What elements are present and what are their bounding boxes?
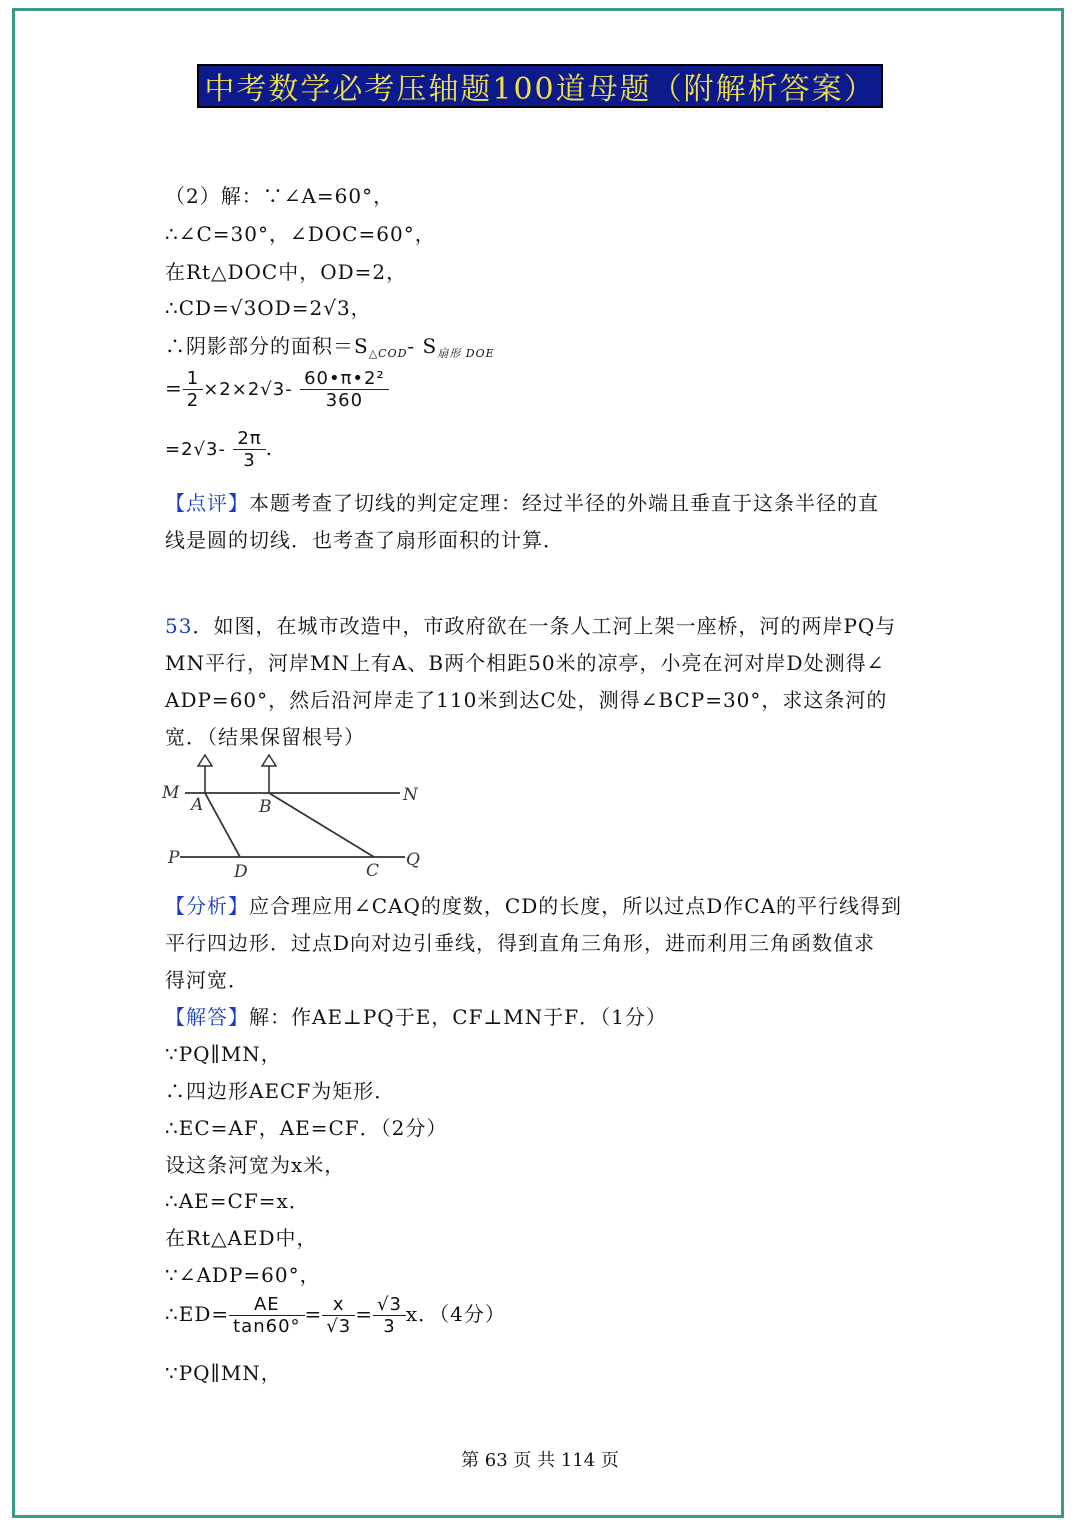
answer-text-1: 解：作AE⊥PQ于E，CF⊥MN于F．（1分） [249,1005,667,1029]
fraction-half [183,368,203,411]
frac-den: 2 [186,390,200,411]
answer-line-9 [165,1294,506,1337]
fraction-sqrt3-3 [373,1294,406,1337]
answer-line-3: ∴四边形AECF为矩形． [165,1079,396,1103]
frac-num: x [322,1294,355,1316]
answer-line-1 [165,1001,667,1030]
fraction-ae-tan60 [229,1294,304,1337]
answer-tag: 【解答】 [165,1005,249,1029]
frac-num: 2π [233,428,265,450]
answer-line-10: ∵PQ∥MN， [165,1361,282,1385]
page-number: 第 63 页 共 114 页 [461,1450,619,1471]
analysis-tag: 【分析】 [165,894,249,918]
river-bridge-figure [160,750,430,885]
answer-line-2: ∵PQ∥MN， [165,1042,282,1066]
answer-line-8: ∵∠ADP=60°， [165,1263,321,1287]
answer-line-5: 设这条河宽为x米， [165,1153,346,1177]
problem-53-line-1 [165,610,896,639]
fraction-two-pi-thirds [233,428,265,471]
label-m: M [162,783,180,803]
label-b: B [259,797,272,817]
analysis-text-1: 应合理应用∠CAQ的度数，CD的长度，所以过点D作CA的平行线得到 [249,894,903,918]
subscript-cod: △COD [368,347,408,360]
analysis-line-2: 平行四边形．过点D向对边引垂线，得到直角三角形，进而利用三角函数值求 [165,931,876,955]
problem-53-line-2: MN平行，河岸MN上有A、B两个相距50米的凉亭，小亮在河对岸D处测得∠ [165,651,885,675]
solution-line-3: 在Rt△DOC中，OD=2， [165,260,408,284]
fraction-x-sqrt3 [322,1294,355,1337]
ed-prefix: ∴ED= [165,1302,230,1326]
comment-line-2: 线是圆的切线．也考查了扇形面积的计算． [165,528,564,552]
analysis-line-1 [165,890,902,919]
eq-sign: = [304,1302,323,1326]
comment-text-1: 本题考查了切线的判定定理：经过半径的外端且垂直于这条半径的直 [249,491,879,515]
answer-line-4: ∴EC=AF，AE=CF．（2分） [165,1116,448,1140]
comment-tag: 【点评】 [165,491,249,515]
frac-den: √3 [326,1316,352,1337]
frac-num: 1 [183,368,203,390]
problem-53-line-3: ADP=60°，然后沿河岸走了110米到达C处，测得∠BCP=30°，求这条河的 [165,688,888,712]
eq-prefix: = [165,376,183,400]
solution-line-4: ∴CD=√3OD=2√3， [165,296,372,320]
pavilion-a-arrow [198,755,212,766]
frac-den: 3 [383,1316,396,1337]
frac-num: AE [229,1294,304,1316]
frac-den: tan60° [233,1316,301,1337]
solution-line-6 [165,368,389,411]
segment-ad [205,793,240,857]
eq-sign: = [355,1302,373,1326]
pavilion-b-arrow [262,755,276,766]
analysis-line-3: 得河宽． [165,968,249,992]
frac-den: 3 [243,450,256,471]
frac-den: 360 [325,390,364,411]
eq-end: . [265,436,273,460]
problem-number: 53 [165,614,193,638]
solution-line-2: ∴∠C=30°，∠DOC=60°， [165,222,436,246]
frac-num: √3 [373,1294,406,1316]
comment-line-1 [165,487,879,516]
minus-s: - S [407,334,438,358]
segment-bc [269,793,374,857]
eq-middle: ×2×2√3- [203,379,293,400]
page-title: 中考数学必考压轴题100道母题（附解析答案） [197,64,883,108]
shaded-area-text: ∴阴影部分的面积＝S [165,334,369,358]
label-a: A [191,795,204,815]
label-d: D [234,862,248,882]
label-p: P [168,848,180,868]
answer-line-6: ∴AE=CF=x． [165,1189,310,1213]
solution-line-7 [165,428,273,471]
fraction-sector-area [300,368,389,411]
label-c: C [366,861,380,881]
eq-prefix: =2√3- [165,439,226,460]
label-n: N [403,785,418,805]
problem-53-line-4: 宽．（结果保留根号） [165,725,365,749]
frac-num: 60•π•2² [300,368,389,390]
solution-line-1: （2）解：∵∠A=60°， [165,184,395,208]
solution-line-5 [165,330,495,361]
problem-text-1: ．如图，在城市改造中，市政府欲在一条人工河上架一座桥，河的两岸PQ与 [192,614,897,638]
ed-suffix: x．（4分） [405,1302,506,1326]
subscript-sector: 扇形 DOE [437,347,495,360]
answer-line-7: 在Rt△AED中， [165,1226,318,1250]
label-q: Q [406,850,420,870]
